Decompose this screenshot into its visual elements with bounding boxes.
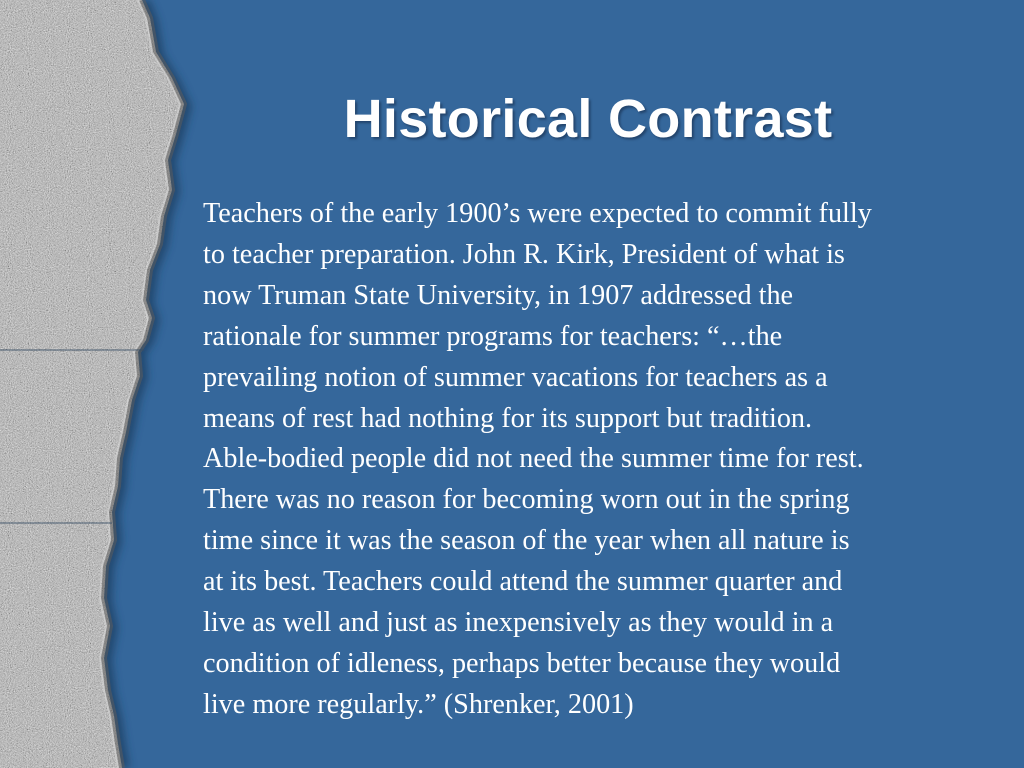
body-line: live more regularly.” (Shrenker, 2001) bbox=[203, 688, 634, 720]
body-line: rationale for summer programs for teachers: “…the bbox=[203, 320, 783, 352]
body-line: live as well and just as inexpensively as they would in a bbox=[203, 607, 834, 639]
body-line: Able-bodied people did not need the summer time for rest. bbox=[203, 443, 864, 475]
body-line: now Truman State University, in 1907 addressed the bbox=[203, 279, 794, 311]
body-line: condition of idleness, perhaps better because they would bbox=[203, 647, 841, 679]
body-line: to teacher preparation. John R. Kirk, President of what is bbox=[203, 238, 845, 270]
body-line: prevailing notion of summer vacations for teachers as a bbox=[203, 361, 828, 393]
body-line: means of rest had nothing for its support but tradition. bbox=[203, 402, 813, 434]
body-line: at its best. Teachers could attend the summer quarter and bbox=[203, 566, 843, 598]
body-line: There was no reason for becoming worn out in the spring bbox=[203, 484, 850, 516]
slide-title: Historical Contrast bbox=[343, 89, 833, 149]
slide-body-text bbox=[203, 194, 1019, 726]
body-line: Teachers of the early 1900’s were expected to commit fully bbox=[203, 198, 872, 229]
granite-border-decoration bbox=[0, 0, 200, 768]
body-line: time since it was the season of the year when all nature is bbox=[203, 525, 850, 557]
